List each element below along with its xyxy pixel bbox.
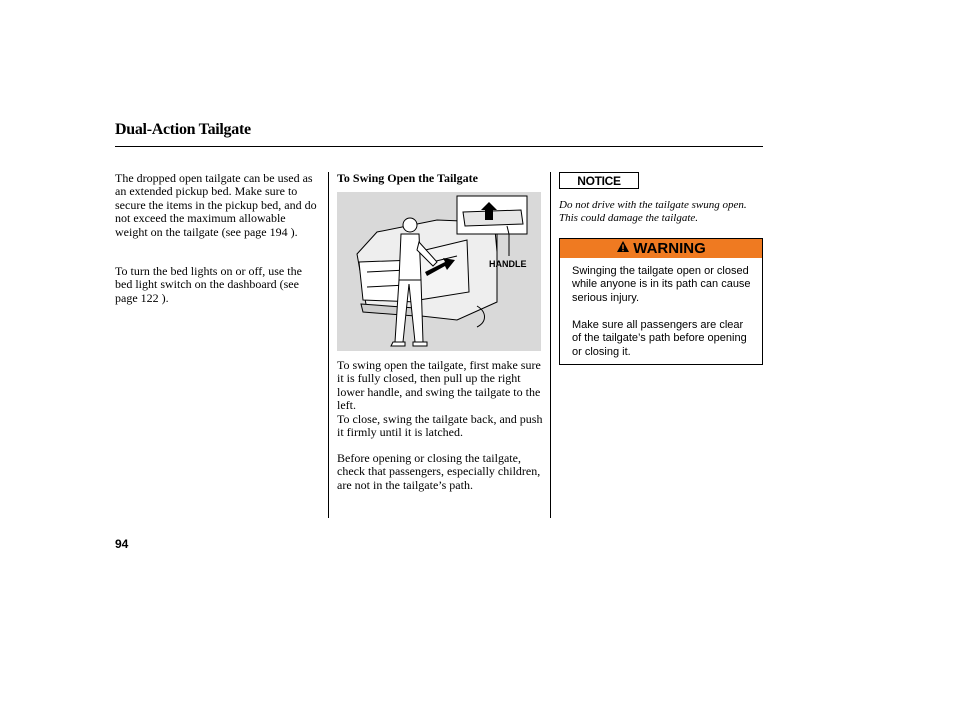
page-number: 94 bbox=[115, 537, 129, 551]
column-divider-right bbox=[550, 172, 551, 518]
middle-paragraph-1: To swing open the tailgate, first make sure it is fully closed, then pull up the right lower handle, and swing the tailgate to the left. To close, swing the tailgate back, and push it firmly until it is latched. bbox=[337, 358, 543, 440]
tailgate-illustration bbox=[337, 192, 541, 351]
handle-callout-label: HANDLE bbox=[489, 259, 527, 269]
middle-paragraph-2: Before opening or closing the tailgate, check that passengers, especially children, are not in the tailgate’s path. bbox=[337, 451, 541, 492]
notice-text: Do not drive with the tailgate swung open. This could damage the tailgate. bbox=[559, 199, 747, 225]
warning-header bbox=[560, 239, 762, 258]
title-rule bbox=[115, 146, 763, 147]
notice-label: NOTICE bbox=[559, 172, 639, 189]
section-heading: To Swing Open the Tailgate bbox=[337, 171, 478, 185]
page-title: Dual-Action Tailgate bbox=[115, 121, 251, 138]
left-paragraph-2: To turn the bed lights on or off, use the bed light switch on the dashboard (see page 122 ). bbox=[115, 264, 302, 305]
warning-label: WARNING bbox=[633, 240, 706, 257]
warning-paragraph-1: Swinging the tailgate open or closed while anyone is in its path can cause serious injury. bbox=[572, 265, 751, 304]
warning-paragraph-2: Make sure all passengers are clear of the tailgate’s path before opening or closing it. bbox=[572, 319, 747, 358]
column-divider-left bbox=[328, 172, 329, 518]
left-paragraph-1: The dropped open tailgate can be used as an extended pickup bed. Make sure to secure the items in the pickup bed, and do not exceed the maximum allowable weight on the tailgate (see page 194 ). bbox=[115, 171, 317, 239]
tailgate-drawing bbox=[337, 192, 541, 351]
warning-triangle-icon bbox=[616, 240, 630, 257]
